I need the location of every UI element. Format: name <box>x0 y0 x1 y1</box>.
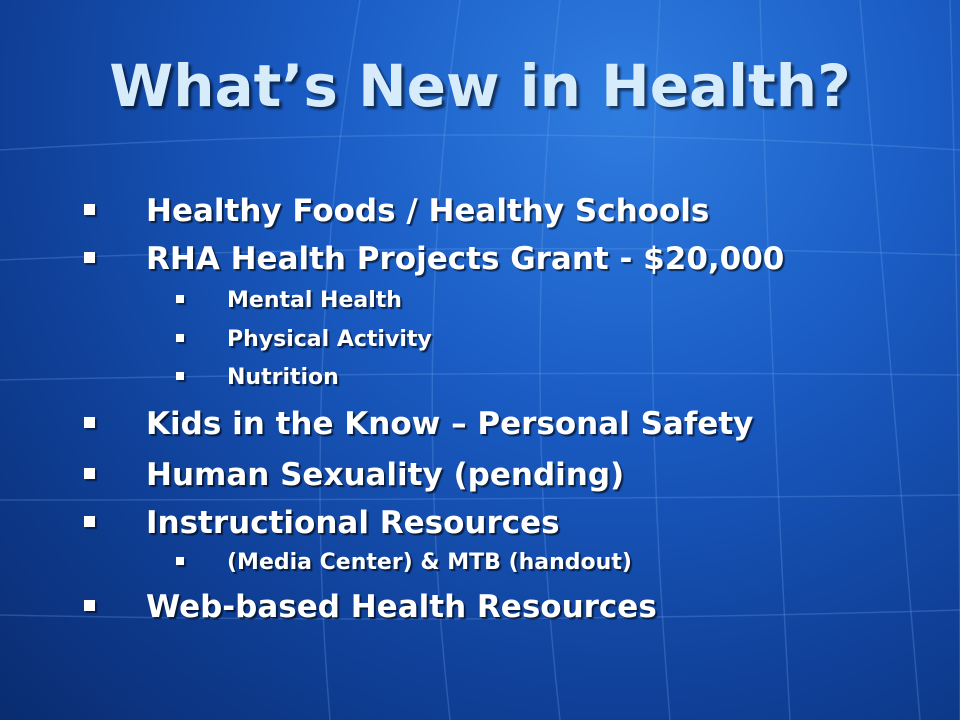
sub-bullet-text: Physical Activity <box>227 327 432 352</box>
bullet-text: RHA Health Projects Grant - $20,000 <box>146 241 785 277</box>
square-bullet-icon <box>84 468 95 479</box>
square-bullet-icon <box>176 334 184 342</box>
sub-bullet-text: Nutrition <box>227 365 339 390</box>
sub-bullet-item <box>176 550 632 576</box>
bullet-item <box>84 241 784 277</box>
square-bullet-icon <box>84 252 95 263</box>
slide-title: What’s New in Health? <box>109 52 851 120</box>
square-bullet-icon <box>84 204 95 215</box>
bullet-text: Kids in the Know – Personal Safety <box>146 406 754 442</box>
sub-bullet-text: (Media Center) & MTB (handout) <box>227 550 632 575</box>
bullet-item <box>84 589 657 625</box>
bullet-text: Instructional Resources <box>146 505 560 541</box>
bullet-text: Human Sexuality (pending) <box>146 457 625 493</box>
square-bullet-icon <box>84 516 95 527</box>
bullet-item <box>84 406 753 442</box>
bullet-text: Web-based Health Resources <box>146 589 657 625</box>
square-bullet-icon <box>84 600 95 611</box>
sub-bullet-item <box>176 365 339 391</box>
bullet-item <box>84 505 560 541</box>
square-bullet-icon <box>176 295 184 303</box>
sub-bullet-text: Mental Health <box>227 288 402 313</box>
bullet-item <box>84 457 624 493</box>
sub-bullet-item <box>176 327 432 353</box>
bullet-text: Healthy Foods / Healthy Schools <box>146 193 710 229</box>
square-bullet-icon <box>84 417 95 428</box>
square-bullet-icon <box>176 372 184 380</box>
square-bullet-icon <box>176 557 184 565</box>
bullet-item <box>84 193 709 229</box>
sub-bullet-item <box>176 288 402 314</box>
